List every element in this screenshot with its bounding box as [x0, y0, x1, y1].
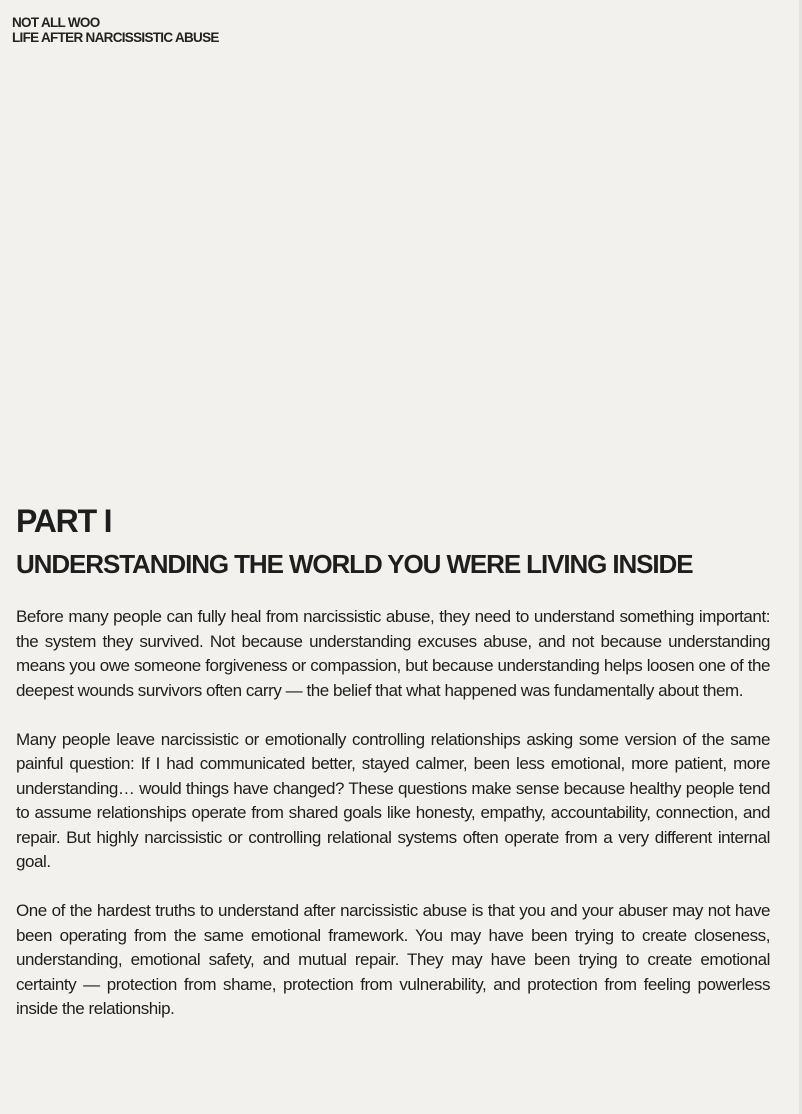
paragraph: Many people leave narcissistic or emotionally controlling relationships asking some version of the same painful question: If I had communicated better, stayed calmer, been less emotional, more patient, more understanding… would things have changed? These questions make sense because healthy people tend to assume relationships operate from shared goals like honesty, empathy, accountability, connection, and repair. But highly narcissistic or controlling relational systems often operate from a very different internal goal.	[16, 729, 770, 871]
paragraph: One of the hardest truths to understand after narcissistic abuse is that you and your abuser may not have been operating from the same emotional framework. You may have been trying to create closeness, understanding, emotional safety, and mutual repair. They may have been trying to create emotional certainty — protection from shame, protection from vulnerability, and protection from feeling powerless inside the relationship.	[16, 901, 770, 1018]
running-header	[12, 15, 219, 45]
header-subtitle: LIFE AFTER NARCISSISTIC ABUSE	[12, 30, 219, 45]
header-title: NOT ALL WOO	[12, 15, 100, 30]
part-subtitle: UNDERSTANDING THE WORLD YOU WERE LIVING INSIDE	[16, 549, 693, 579]
body-text	[16, 605, 770, 1046]
part-heading: PART I	[16, 503, 112, 539]
paragraph: Before many people can fully heal from narcissistic abuse, they need to understand something important: the system they survived. Not because understanding excuses abuse, and not because understanding means you owe someone forgiveness or compassion, but because understanding helps loosen one of the deepest wounds survivors often carry — the belief that what happened was fundamentally about them.	[16, 607, 770, 700]
